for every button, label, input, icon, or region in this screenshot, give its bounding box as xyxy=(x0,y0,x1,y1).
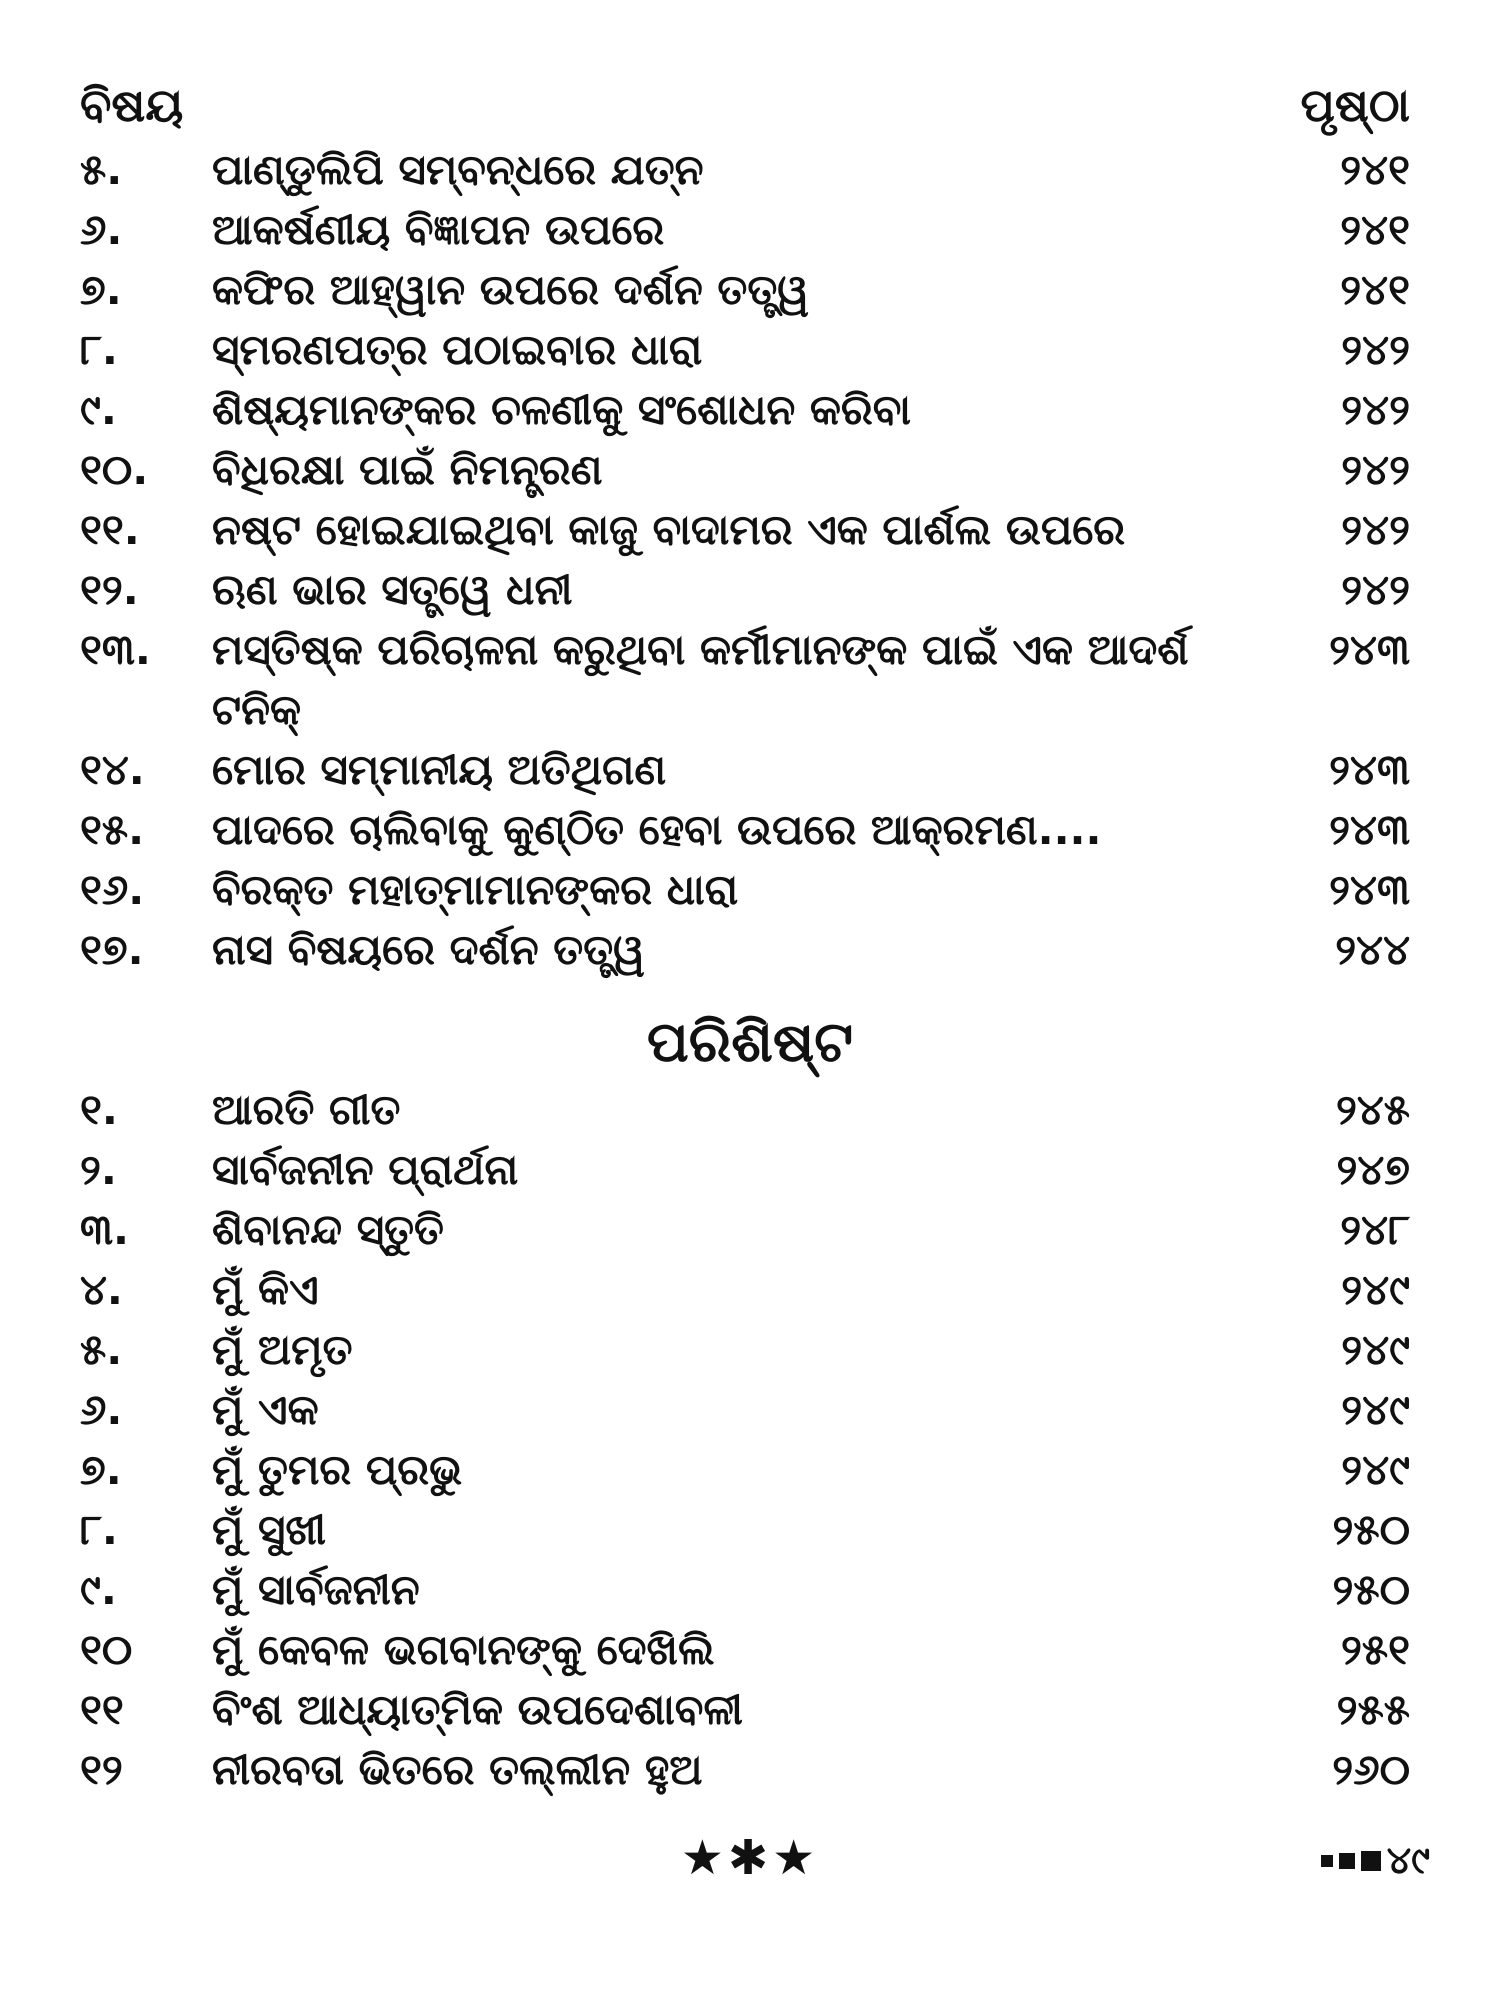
entry-number: ୮. xyxy=(80,1505,118,1554)
entry-number: ୧୨ xyxy=(80,1745,123,1794)
entry-number: ୬. xyxy=(80,1385,123,1434)
entry-number: ୧୨. xyxy=(80,565,139,614)
entry-number: ୧୬. xyxy=(80,865,145,914)
entry-page-number: ୨୪୧ xyxy=(1340,205,1410,254)
entry-title: ମୁଁ କେବଳ ଭଗବାନଙ୍କୁ ଦେଖିଲି xyxy=(212,1625,715,1674)
entry-title: ମୁଁ ଅମୃତ xyxy=(212,1325,353,1374)
entry-number: ୭. xyxy=(80,265,122,314)
page-column-heading: ପୃଷ୍ଠା xyxy=(1300,78,1410,132)
entry-title: ବିଂଶ ଆଧ୍ୟାତ୍ମିକ ଉପଦେଶାବଳୀ xyxy=(212,1685,743,1734)
toc-entry xyxy=(80,1620,1420,1680)
page-number: ୪୯ xyxy=(1386,1838,1430,1882)
entry-title: ନୀରବତା ଭିତରେ ତଲ୍ଲୀନ ହୁଅ xyxy=(212,1745,703,1794)
toc-entry xyxy=(80,740,1420,800)
entry-number: ୭. xyxy=(80,1445,122,1494)
entry-title: ମୁଁ ସାର୍ବଜନୀନ xyxy=(212,1565,420,1614)
entry-number: ୧୦ xyxy=(80,1625,133,1674)
entry-number: ୩. xyxy=(80,1205,129,1254)
toc-entry xyxy=(80,1080,1420,1140)
entry-title: ବିଧିରକ୍ଷା ପାଇଁ ନିମନ୍ତ୍ରଣ xyxy=(212,445,603,494)
entry-page-number: ୨୪୯ xyxy=(1341,1445,1410,1494)
entry-number: ୧୭. xyxy=(80,925,144,974)
entry-page-number: ୨୪୫ xyxy=(1335,1085,1410,1134)
entry-title: ମୁଁ କିଏ xyxy=(212,1265,319,1314)
entry-title: ଋଣ ଭାର ସତ୍ତ୍ୱେ ଧନୀ xyxy=(212,565,573,614)
entry-title: ବିରକ୍ତ ମହାତ୍ମାମାନଙ୍କର ଧାରା xyxy=(212,865,739,914)
toc-entry xyxy=(80,140,1420,200)
entry-title: ନାସ ବିଷୟରେ ଦର୍ଶନ ତତ୍ତ୍ୱ xyxy=(212,925,645,974)
entry-number: ୪. xyxy=(80,1265,123,1314)
entry-page-number: ୨୫୫ xyxy=(1336,1685,1410,1734)
entry-title: କଫିର ଆହ୍ୱାନ ଉପରେ ଦର୍ଶନ ତତ୍ତ୍ୱ xyxy=(212,265,810,314)
entry-page-number: ୨୪୮ xyxy=(1340,1205,1410,1254)
footer-square-icon xyxy=(1361,1851,1381,1871)
entry-page-number: ୨୪୧ xyxy=(1340,265,1410,314)
entry-number: ୯. xyxy=(80,1565,117,1614)
toc-header xyxy=(80,78,1420,138)
entry-title: ଶିବାନନ୍ଦ ସ୍ତୁତି xyxy=(212,1205,444,1254)
entry-page-number: ୨୪୩ xyxy=(1329,865,1410,914)
entry-page-number: ୨୪୧ xyxy=(1340,145,1410,194)
entry-title: ସାର୍ବଜନୀନ ପ୍ରାର୍ଥନା xyxy=(212,1145,519,1194)
main-contents-list xyxy=(80,140,1420,980)
entry-page-number: ୨୪୨ xyxy=(1341,565,1410,614)
entry-title: ମୋର ସମ୍ମାନୀୟ ଅତିଥିଗଣ xyxy=(212,745,667,794)
entry-number: ୧. xyxy=(80,1085,118,1134)
entry-title: ଆରତି ଗୀତ xyxy=(212,1085,401,1134)
entry-number: ୧୩. xyxy=(80,625,151,674)
entry-title: ମୁଁ ସୁଖୀ xyxy=(212,1505,326,1554)
toc-entry xyxy=(80,1380,1420,1440)
entry-title: ଶିଷ୍ୟମାନଙ୍କର ଚଳଣୀକୁ ସଂଶୋଧନ କରିବା xyxy=(212,385,911,434)
toc-entry xyxy=(80,1680,1420,1740)
subject-column-heading: ବିଷୟ xyxy=(80,78,184,132)
entry-page-number: ୨୫୧ xyxy=(1340,1625,1410,1674)
entry-page-number: ୨୫୦ xyxy=(1332,1505,1410,1554)
toc-entry xyxy=(80,1500,1420,1560)
entry-page-number: ୨୪୭ xyxy=(1336,1145,1410,1194)
toc-entry xyxy=(80,1320,1420,1380)
entry-page-number: ୨୪୨ xyxy=(1341,445,1410,494)
entry-title: ପାଦରେ ଚାଲିବାକୁ କୁଣ୍ଠିତ ହେବା ଉପରେ ଆକ୍ରମଣ.... xyxy=(212,805,1102,854)
toc-entry xyxy=(80,200,1420,260)
toc-entry xyxy=(80,1560,1420,1620)
toc-entry xyxy=(80,440,1420,500)
toc-entry xyxy=(80,1140,1420,1200)
entry-number: ୧୧. xyxy=(80,505,140,554)
entry-number: ୮. xyxy=(80,325,118,374)
entry-page-number: ୨୪୩ xyxy=(1329,745,1410,794)
entry-title: ସ୍ମରଣପତ୍ର ପଠାଇବାର ଧାରା xyxy=(212,325,703,374)
toc-entry xyxy=(80,1200,1420,1260)
star-ornament: ★✱★ xyxy=(680,1830,820,1886)
entry-page-number: ୨୪୨ xyxy=(1341,385,1410,434)
entry-title: ନଷ୍ଟ ହୋଇଯାଇଥିବା କାଜୁ ବାଦାମର ଏକ ପାର୍ଶଲ ଉପରେ xyxy=(212,505,1126,554)
entry-page-number: ୨୪୨ xyxy=(1341,505,1410,554)
entry-number: ୧୧ xyxy=(80,1685,124,1734)
entry-page-number: ୨୪୯ xyxy=(1341,1385,1410,1434)
toc-entry xyxy=(80,1740,1420,1800)
entry-number: ୫. xyxy=(80,1325,123,1374)
entry-number: ୧୪. xyxy=(80,745,145,794)
entry-number: ୫. xyxy=(80,145,123,194)
footer-square-icon xyxy=(1321,1855,1333,1867)
entry-number: ୨. xyxy=(80,1145,117,1194)
toc-entry xyxy=(80,500,1420,560)
toc-entry xyxy=(80,1440,1420,1500)
toc-entry xyxy=(80,260,1420,320)
toc-entry xyxy=(80,620,1420,740)
entry-number: ୯. xyxy=(80,385,117,434)
footer-square-icon xyxy=(1339,1853,1355,1869)
entry-title: ମୁଁ ତୁମର ପ୍ରଭୁ xyxy=(212,1445,463,1494)
toc-entry xyxy=(80,800,1420,860)
entry-number: ୧୦. xyxy=(80,445,149,494)
entry-page-number: ୨୬୦ xyxy=(1332,1745,1410,1794)
entry-title: ମସ୍ତିଷ୍କ ପରିଚାଳନା କରୁଥିବା କର୍ମୀମାନଙ୍କ ପାଇଁ ଏକ ଆଦର୍ଶ ଟନିକ୍ xyxy=(212,625,1189,734)
entry-number: ୧୫. xyxy=(80,805,145,854)
toc-entry xyxy=(80,920,1420,980)
entry-number: ୬. xyxy=(80,205,123,254)
toc-entry xyxy=(80,320,1420,380)
entry-page-number: ୨୪୯ xyxy=(1341,1325,1410,1374)
appendix-contents-list xyxy=(80,1080,1420,1800)
entry-page-number: ୨୪୩ xyxy=(1329,625,1410,674)
entry-page-number: ୨୪୪ xyxy=(1335,925,1410,974)
toc-entry xyxy=(80,860,1420,920)
entry-page-number: ୨୪୨ xyxy=(1341,325,1410,374)
entry-page-number: ୨୪୩ xyxy=(1329,805,1410,854)
appendix-heading: ପରିଶିଷ୍ଟ xyxy=(646,1010,854,1075)
entry-title: ମୁଁ ଏକ xyxy=(212,1385,319,1434)
toc-entry xyxy=(80,1260,1420,1320)
entry-page-number: ୨୪୯ xyxy=(1341,1265,1410,1314)
entry-title: ଆକର୍ଷଣୀୟ ବିଜ୍ଞାପନ ଉପରେ xyxy=(212,205,665,254)
entry-title: ପାଣ୍ଡୁଲିପି ସମ୍ବନ୍ଧରେ ଯତ୍ନ xyxy=(212,145,704,194)
toc-entry xyxy=(80,380,1420,440)
toc-entry xyxy=(80,560,1420,620)
entry-page-number: ୨୫୦ xyxy=(1332,1565,1410,1614)
page-footer xyxy=(1321,1838,1430,1883)
